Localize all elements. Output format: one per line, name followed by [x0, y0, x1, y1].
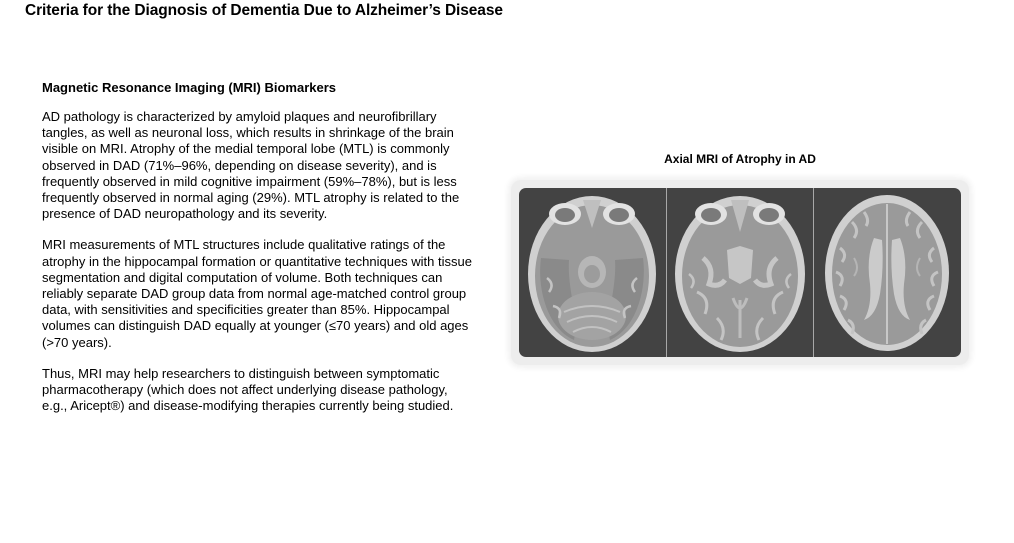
mri-slice-ventricular	[813, 188, 961, 357]
paragraph-pathology: AD pathology is characterized by amyloid plaques and neurofibrillary tangles, as well as neuronal loss, which results in shrinkage of the brain visible on MRI. Atrophy of the medial temporal lobe (MTL) is commonly observed in DAD (71%–96%, depending on disease severity), and is frequently observed in mild cognitive impairment (59%–78%), but is less frequently observed in normal aging (29%). MTL atrophy is related to the presence of DAD neuropathology and its severity.	[42, 109, 460, 222]
brain-slice-image-3	[814, 188, 961, 357]
mri-slice-temporal	[519, 188, 666, 357]
mri-image-strip	[519, 188, 961, 357]
figure-caption: Axial MRI of Atrophy in AD	[664, 152, 816, 166]
page-title: Criteria for the Diagnosis of Dementia Due to Alzheimer’s Disease	[25, 2, 503, 19]
brain-slice-image-1	[519, 188, 666, 357]
mri-figure	[511, 180, 969, 365]
paragraph-conclusion: Thus, MRI may help researchers to distinguish between symptomatic pharmacotherapy (which does not affect underlying disease pathology, e.g., Aricept®) and disease-modifying therapies currently being studied.	[42, 365, 454, 414]
section-heading: Magnetic Resonance Imaging (MRI) Biomarkers	[42, 80, 337, 95]
paragraph-measurements: MRI measurements of MTL structures include qualitative ratings of the atrophy in the hippocampal formation or quantitative techniques with tissue segmentation and digital computation of volume. Both techniques can reliably separate DAD group data from normal age-matched control group data, with sensitivities and specificities greater than 85%. Hippocampal volumes can distinguish DAD equally at younger (≤70 years) and old ages (>70 years).	[42, 237, 472, 350]
mri-slice-hippocampal	[666, 188, 814, 357]
brain-slice-image-2	[667, 188, 814, 357]
mri-biomarkers-section	[42, 80, 472, 429]
